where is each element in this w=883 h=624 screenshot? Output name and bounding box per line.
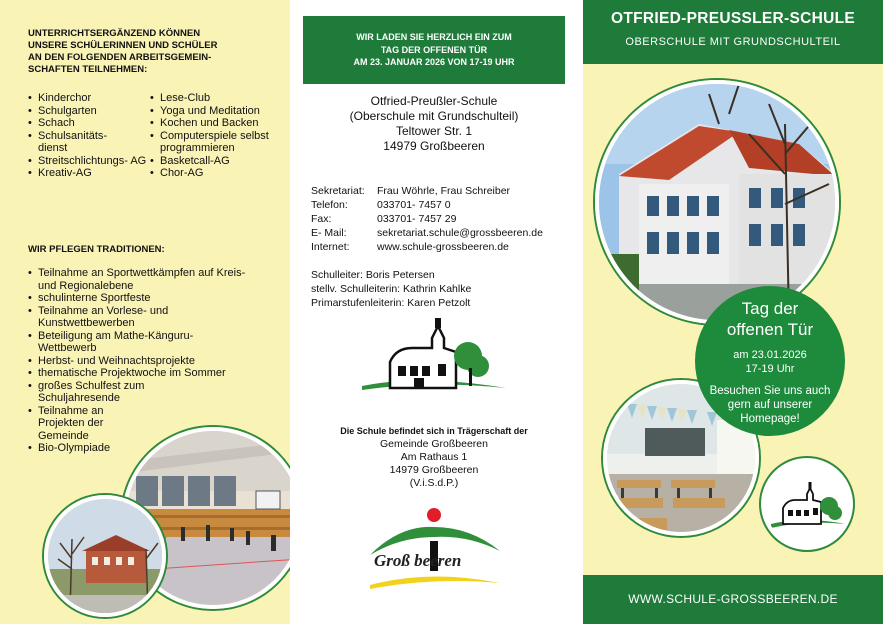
list-item: • Streitschlichtungs- AG bbox=[28, 155, 148, 168]
list-item: • Schulgarten bbox=[28, 105, 150, 118]
grossbeeren-logo-text: Groß beeren bbox=[374, 551, 462, 570]
event-time: 17-19 Uhr bbox=[745, 363, 795, 375]
clubs-heading: UNTERRICHTSERGÄNZEND KÖNNEN UNSERE SCHÜLERINNEN UND SCHÜLER AN DEN FOLGENDEN ARBEITSGEMEIN- SCHAFTEN TEILNEHMEN: bbox=[28, 28, 218, 75]
list-item: • Schach bbox=[28, 117, 150, 130]
invitation-banner: WIR LADEN SIE HERZLICH EIN ZUM TAG DER OFFENEN TÜR AM 23. JANUAR 2026 VON 17-19 UHR bbox=[303, 16, 565, 84]
list-item: • Teilnahme an Sportwettkämpfen auf Kreis- und Regionalebene bbox=[28, 267, 248, 292]
event-title: Tag der offenen Tür bbox=[726, 299, 814, 339]
school-building-photo bbox=[595, 80, 839, 324]
list-item: • Teilnahme an Projekten der Gemeinde bbox=[28, 405, 123, 443]
list-item: • Herbst- und Weihnachtsprojekte bbox=[28, 355, 258, 368]
contact-row: Fax: 033701- 7457 29 bbox=[311, 213, 457, 225]
event-date: am 23.01.2026 bbox=[733, 349, 807, 361]
list-item: • Beteiligung am Mathe-Känguru-Wettbewerb bbox=[28, 330, 218, 355]
list-item: • Schulsanitäts- dienst bbox=[28, 130, 128, 155]
list-item: • Kreativ-AG bbox=[28, 167, 150, 180]
school-address: Otfried-Preußler-Schule (Oberschule mit Grundschulteil) Teltower Str. 1 14979 Großbeeren bbox=[349, 94, 519, 153]
list-item: • Computerspiele selbst programmieren bbox=[150, 130, 280, 155]
list-item: • Basketcall-AG bbox=[150, 155, 285, 168]
school-subtitle: OBERSCHULE MIT GRUNDSCHULTEIL bbox=[625, 36, 841, 48]
event-note: Besuchen Sie uns auch gern auf unserer Homepage! bbox=[709, 385, 831, 425]
contact-row: E- Mail: sekretariat.schule@grossbeeren.de bbox=[311, 227, 543, 239]
cover-header bbox=[583, 0, 883, 64]
staff-list: Schulleiter: Boris Petersen stellv. Schulleiterin: Kathrin Kahlke Primarstufenleiterin: Karen Petzolt bbox=[311, 269, 472, 309]
traditions-heading: WIR PFLEGEN TRADITIONEN: bbox=[28, 244, 165, 255]
panel-activities bbox=[0, 0, 290, 624]
list-item: • Chor-AG bbox=[150, 167, 285, 180]
list-item: • großes Schulfest zum Schuljahresende bbox=[28, 380, 168, 405]
list-item: • Bio-Olympiade bbox=[28, 442, 258, 455]
website-footer[interactable]: WWW.SCHULE-GROSSBEEREN.DE bbox=[583, 575, 883, 624]
list-item: • Teilnahme an Vorlese- und Kunstwettbewerben bbox=[28, 305, 208, 330]
contact-row: Internet: www.schule-grossbeeren.de bbox=[311, 241, 509, 253]
grossbeeren-logo bbox=[360, 505, 510, 595]
panel-contact bbox=[290, 0, 578, 624]
traditions-list bbox=[28, 267, 258, 455]
contact-row: Telefon: 033701- 7457 0 bbox=[311, 199, 451, 211]
website-link[interactable]: www.schule-grossbeeren.de bbox=[377, 241, 509, 253]
list-item: • Kinderchor bbox=[28, 92, 150, 105]
clubs-list-b bbox=[150, 92, 285, 180]
clubs-list-a bbox=[28, 92, 150, 180]
grossbeeren-logo-icon bbox=[360, 505, 510, 595]
list-item: • Lese-Club bbox=[150, 92, 285, 105]
list-item: • schulinterne Sportfeste bbox=[28, 292, 258, 305]
event-badge bbox=[695, 286, 845, 436]
school-logo-badge bbox=[761, 458, 853, 550]
list-item: • thematische Projektwoche im Sommer bbox=[28, 367, 258, 380]
list-item: • Yoga und Meditation bbox=[150, 105, 285, 118]
school-logo-icon bbox=[360, 318, 510, 398]
school-logo-icon bbox=[765, 462, 849, 546]
list-item: • Kochen und Backen bbox=[150, 117, 285, 130]
contact-row: Sekretariat: Frau Wöhrle, Frau Schreiber bbox=[311, 185, 511, 197]
panel-cover bbox=[583, 0, 883, 624]
school-title: OTFRIED-PREUSSLER-SCHULE bbox=[610, 10, 855, 27]
trager-info: Die Schule befindet sich in Trägerschaft der Gemeinde Großbeeren Am Rathaus 1 14979 Großbeeren (V.i.S.d.P.) bbox=[340, 426, 528, 489]
email-link[interactable]: sekretariat.schule@grossbeeren.de bbox=[377, 227, 543, 239]
school-building-photo bbox=[44, 495, 166, 617]
